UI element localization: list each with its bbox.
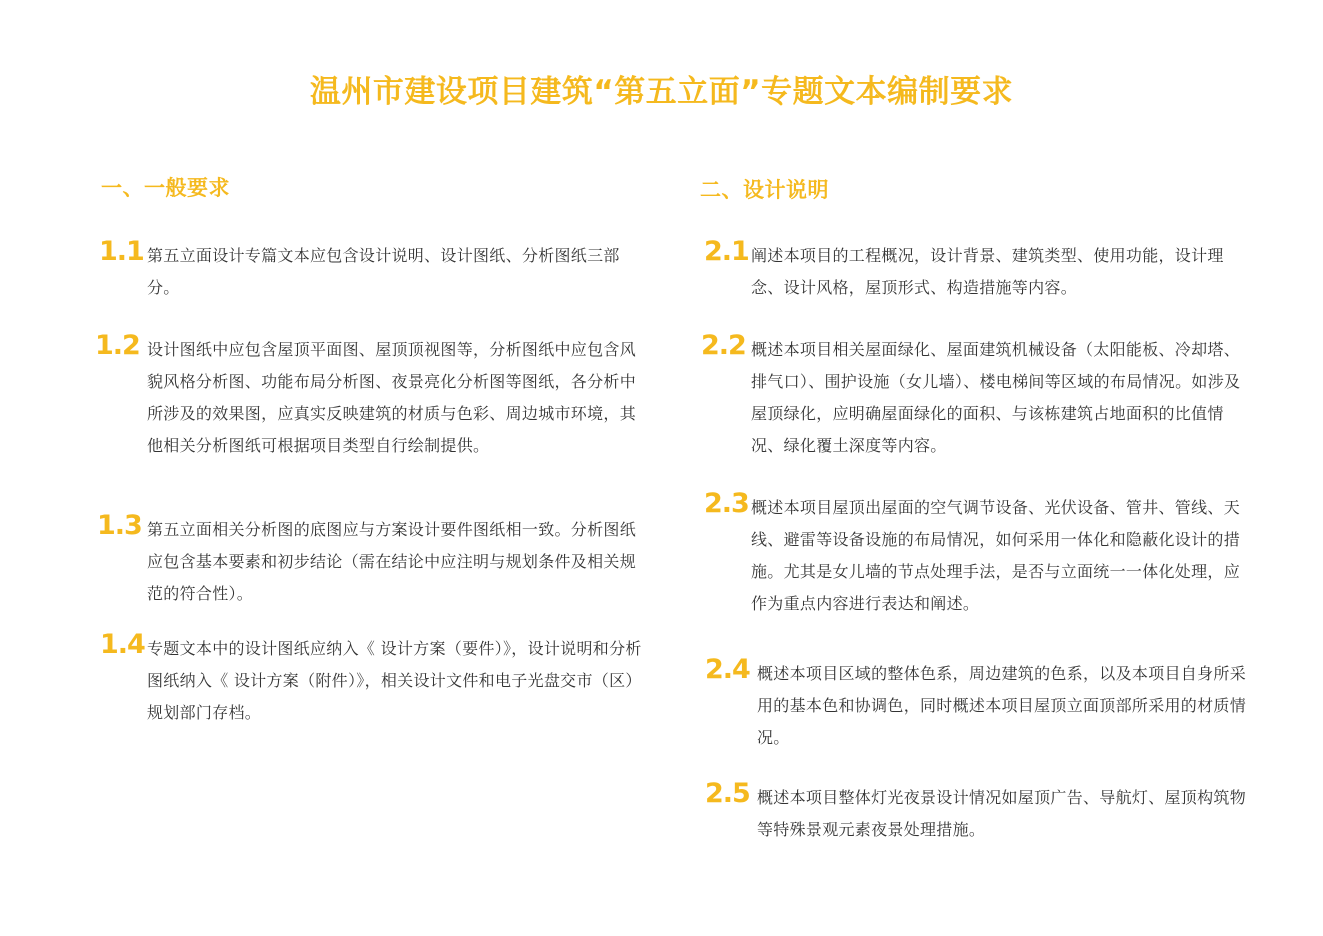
item-text: 概述本项目相关屋面绿化、屋面建筑机械设备（太阳能板、冷却塔、排气口）、围护设施（女儿墙）、楼电梯间等区域的布局情况。如涉及屋顶绿化，应明确屋面绿化的面积、与该栋建筑占地面积的比值情况、绿化覆土深度等内容。 [751,340,1241,455]
item-number: 2.2 [701,330,746,361]
page-title: 温州市建设项目建筑“第五立面”专题文本编制要求 [309,74,1014,110]
item-text: 第五立面设计专篇文本应包含设计说明、设计图纸、分析图纸三部分。 [147,246,620,297]
item-text: 概述本项目整体灯光夜景设计情况如屋顶广告、导航灯、屋顶构筑物等特殊景观元素夜景处理措施。 [757,788,1247,839]
item-number: 1.4 [100,629,145,660]
item-text: 阐述本项目的工程概况，设计背景、建筑类型、使用功能，设计理念、设计风格，屋顶形式、构造措施等内容。 [751,246,1224,297]
item-number: 2.4 [705,654,750,685]
item-number: 1.3 [97,510,142,541]
item-number: 1.1 [99,236,144,267]
section-heading-design: 二、设计说明 [700,178,829,202]
item-number: 1.2 [95,330,140,361]
item-text: 概述本项目屋顶出屋面的空气调节设备、光伏设备、管井、管线、天线、避雷等设备设施的布局情况，如何采用一体化和隐蔽化设计的措施。尤其是女儿墙的节点处理手法，是否与立面统一一体化处理，应作为重点内容进行表达和阐述。 [751,498,1241,613]
section-heading-general: 一、一般要求 [101,176,230,200]
item-number: 2.1 [704,236,749,267]
item-text: 概述本项目区域的整体色系，周边建筑的色系，以及本项目自身所采用的基本色和协调色，同时概述本项目屋顶立面顶部所采用的材质情况。 [757,664,1247,747]
item-number: 2.3 [704,488,749,519]
item-text: 设计图纸中应包含屋顶平面图、屋顶顶视图等，分析图纸中应包含风貌风格分析图、功能布局分析图、夜景亮化分析图等图纸，各分析中所涉及的效果图，应真实反映建筑的材质与色彩、周边城市环境，其他相关分析图纸可根据项目类型自行绘制提供。 [147,340,637,455]
item-text: 第五立面相关分析图的底图应与方案设计要件图纸相一致。分析图纸应包含基本要素和初步结论（需在结论中应注明与规划条件及相关规范的符合性）。 [147,520,637,603]
item-text: 专题文本中的设计图纸应纳入《 设计方案（要件）》，设计说明和分析图纸纳入《 设计方案（附件）》，相关设计文件和电子光盘交市（区）规划部门存档。 [147,639,642,722]
item-number: 2.5 [705,778,750,809]
